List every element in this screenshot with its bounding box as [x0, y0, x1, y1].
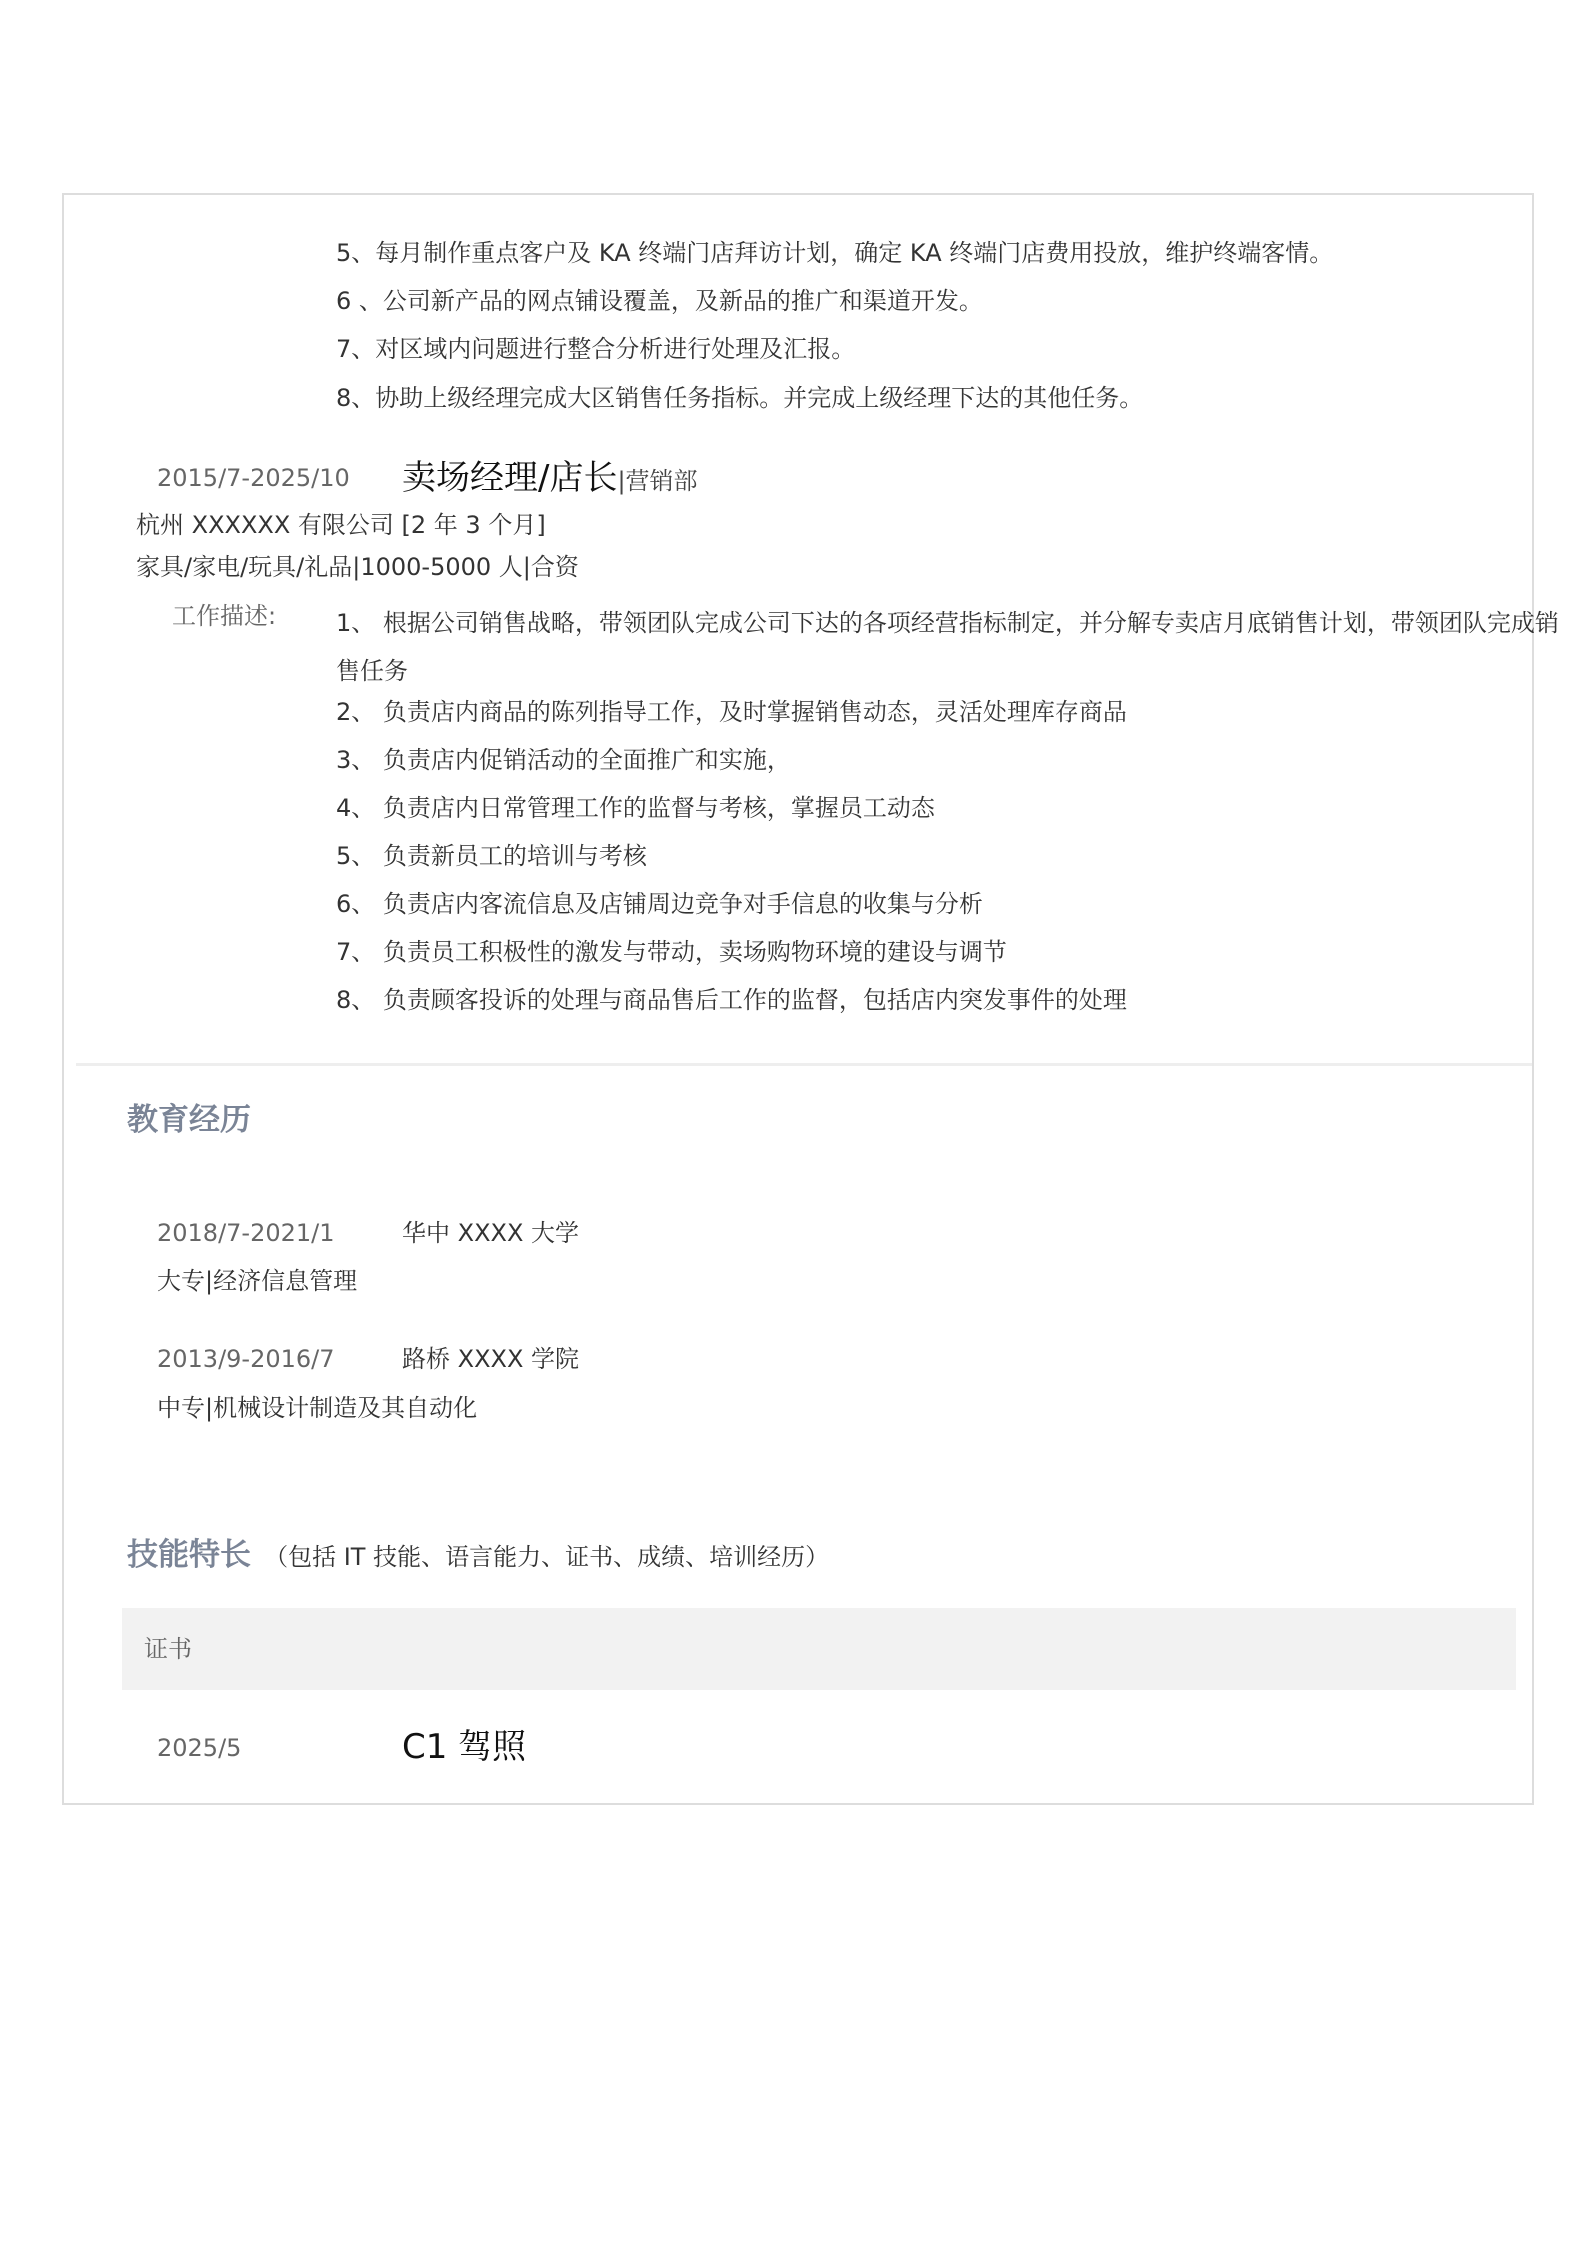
education-date-2: 2013/9-2016/7 — [157, 1345, 335, 1373]
job-duty-6: 6、 负责店内客流信息及店铺周边竞争对手信息的收集与分析 — [336, 890, 983, 918]
skills-section-note: （包括 IT 技能、语言能力、证书、成绩、培训经历） — [264, 1543, 830, 1571]
skills-heading — [127, 1535, 829, 1577]
job-department: |营销部 — [617, 467, 698, 495]
job-heading — [402, 456, 698, 500]
job-date: 2015/7-2025/10 — [157, 464, 350, 492]
job-description-label: 工作描述: — [172, 602, 277, 630]
job-duty-3: 3、 负责店内促销活动的全面推广和实施， — [336, 746, 791, 774]
education-school-1: 华中 XXXX 大学 — [402, 1219, 580, 1247]
job-duty-8: 8、 负责顾客投诉的处理与商品售后工作的监督，包括店内突发事件的处理 — [336, 986, 1127, 1014]
job-title: 卖场经理/店长 — [402, 458, 618, 498]
job-duty-5: 5、 负责新员工的培训与考核 — [336, 842, 647, 870]
section-divider — [76, 1063, 1532, 1066]
job-industry: 家具/家电/玩具/礼品|1000-5000 人|合资 — [136, 553, 579, 581]
certificate-name: C1 驾照 — [402, 1727, 527, 1767]
prev-duty-8: 8、协助上级经理完成大区销售任务指标。并完成上级经理下达的其他任务。 — [336, 384, 1144, 412]
job-duty-4: 4、 负责店内日常管理工作的监督与考核，掌握员工动态 — [336, 794, 935, 822]
prev-duty-7: 7、对区域内问题进行整合分析进行处理及汇报。 — [336, 335, 856, 363]
job-duty-7: 7、 负责员工积极性的激发与带动，卖场购物环境的建设与调节 — [336, 938, 1007, 966]
education-date-1: 2018/7-2021/1 — [157, 1219, 335, 1247]
education-school-2: 路桥 XXXX 学院 — [402, 1345, 580, 1373]
education-detail-2: 中专|机械设计制造及其自动化 — [157, 1394, 478, 1422]
prev-duty-6: 6 、公司新产品的网点铺设覆盖，及新品的推广和渠道开发。 — [336, 287, 983, 315]
certificate-date: 2025/5 — [157, 1734, 242, 1762]
education-detail-1: 大专|经济信息管理 — [157, 1267, 358, 1295]
prev-duty-5: 5、每月制作重点客户及 KA 终端门店拜访计划，确定 KA 终端门店费用投放，维护终端客情。 — [336, 239, 1334, 267]
education-section-title: 教育经历 — [127, 1102, 251, 1138]
skills-section-title: 技能特长 — [127, 1537, 251, 1573]
certificate-category-label: 证书 — [144, 1635, 192, 1663]
job-duty-2: 2、 负责店内商品的陈列指导工作，及时掌握销售动态，灵活处理库存商品 — [336, 698, 1127, 726]
job-company: 杭州 XXXXXX 有限公司 [2 年 3 个月] — [136, 511, 546, 539]
job-duty-1: 1、 根据公司销售战略，带领团队完成公司下达的各项经营指标制定，并分解专卖店月底销售计划，带领团队完成销售任务 — [336, 609, 1559, 685]
certificate-category-bar — [122, 1608, 1516, 1690]
